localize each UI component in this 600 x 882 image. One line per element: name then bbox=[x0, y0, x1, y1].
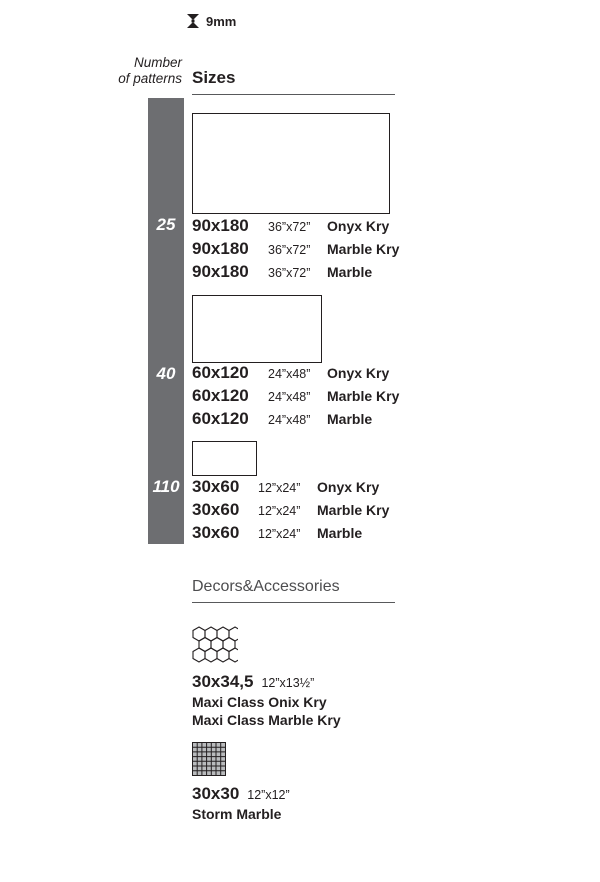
size-name: Onyx Kry bbox=[317, 479, 380, 495]
size-metric: 90x180 bbox=[192, 239, 249, 258]
size-line bbox=[192, 523, 389, 543]
pattern-count-90x180: 25 bbox=[156, 215, 176, 234]
size-group-30x60 bbox=[192, 477, 389, 546]
size-metric: 90x180 bbox=[192, 216, 249, 235]
size-metric: 60x120 bbox=[192, 409, 249, 428]
patterns-caption-line2: of patterns bbox=[118, 71, 182, 86]
decor-name: Maxi Class Marble Kry bbox=[192, 712, 341, 728]
size-name: Marble Kry bbox=[327, 388, 400, 404]
size-line bbox=[192, 500, 389, 520]
size-line bbox=[192, 262, 399, 282]
size-line bbox=[192, 386, 399, 406]
size-metric: 30x60 bbox=[192, 523, 240, 542]
decor-item-grid bbox=[192, 742, 290, 822]
pattern-count-60x120: 40 bbox=[156, 364, 176, 383]
decor-item-hexagon bbox=[192, 626, 341, 728]
decor-size-line bbox=[192, 784, 290, 804]
size-imperial: 36”x72” bbox=[268, 266, 311, 280]
size-line bbox=[192, 239, 399, 259]
size-name: Marble Kry bbox=[327, 241, 400, 257]
decor-metric: 30x30 bbox=[192, 784, 240, 803]
thickness-arrows-icon bbox=[186, 13, 200, 29]
size-imperial: 24”x48” bbox=[268, 367, 311, 381]
patterns-caption-line1: Number bbox=[133, 55, 182, 70]
pattern-count-30x60: 110 bbox=[152, 477, 180, 496]
size-metric: 30x60 bbox=[192, 500, 240, 519]
size-imperial: 12”x24” bbox=[258, 527, 301, 541]
size-metric: 60x120 bbox=[192, 363, 249, 382]
tile-swatch-30x60 bbox=[192, 441, 257, 476]
size-name: Marble bbox=[317, 525, 363, 541]
size-imperial: 36”x72” bbox=[268, 220, 311, 234]
thickness-label: 9mm bbox=[206, 13, 237, 29]
size-imperial: 24”x48” bbox=[268, 390, 311, 404]
size-name: Onyx Kry bbox=[327, 365, 390, 381]
size-name: Marble bbox=[327, 411, 373, 427]
grid-mosaic-icon bbox=[192, 742, 226, 776]
size-group-90x180 bbox=[192, 216, 399, 285]
size-line bbox=[192, 477, 389, 497]
size-metric: 30x60 bbox=[192, 477, 240, 496]
decor-imperial: 12”x13½” bbox=[261, 676, 315, 690]
size-line bbox=[192, 363, 399, 383]
size-imperial: 24”x48” bbox=[268, 413, 311, 427]
size-imperial: 12”x24” bbox=[258, 481, 301, 495]
size-imperial: 12”x24” bbox=[258, 504, 301, 518]
decors-heading: Decors&Accessories bbox=[192, 578, 395, 603]
size-group-60x120 bbox=[192, 363, 399, 432]
size-metric: 90x180 bbox=[192, 262, 249, 281]
tile-swatch-90x180 bbox=[192, 113, 390, 214]
decor-metric: 30x34,5 bbox=[192, 672, 254, 691]
size-imperial: 36”x72” bbox=[268, 243, 311, 257]
size-line bbox=[192, 216, 399, 236]
decor-size-line bbox=[192, 672, 341, 692]
hexagon-mosaic-icon bbox=[192, 626, 238, 664]
decor-name: Storm Marble bbox=[192, 806, 282, 822]
size-metric: 60x120 bbox=[192, 386, 249, 405]
size-name: Marble bbox=[327, 264, 373, 280]
thickness-indicator bbox=[186, 13, 236, 29]
patterns-caption bbox=[92, 55, 182, 87]
sizes-heading: Sizes bbox=[192, 68, 395, 95]
decor-imperial: 12”x12” bbox=[247, 788, 290, 802]
decor-name: Maxi Class Onix Kry bbox=[192, 694, 327, 710]
size-name: Marble Kry bbox=[317, 502, 390, 518]
size-name: Onyx Kry bbox=[327, 218, 390, 234]
size-line bbox=[192, 409, 399, 429]
tile-swatch-60x120 bbox=[192, 295, 322, 363]
